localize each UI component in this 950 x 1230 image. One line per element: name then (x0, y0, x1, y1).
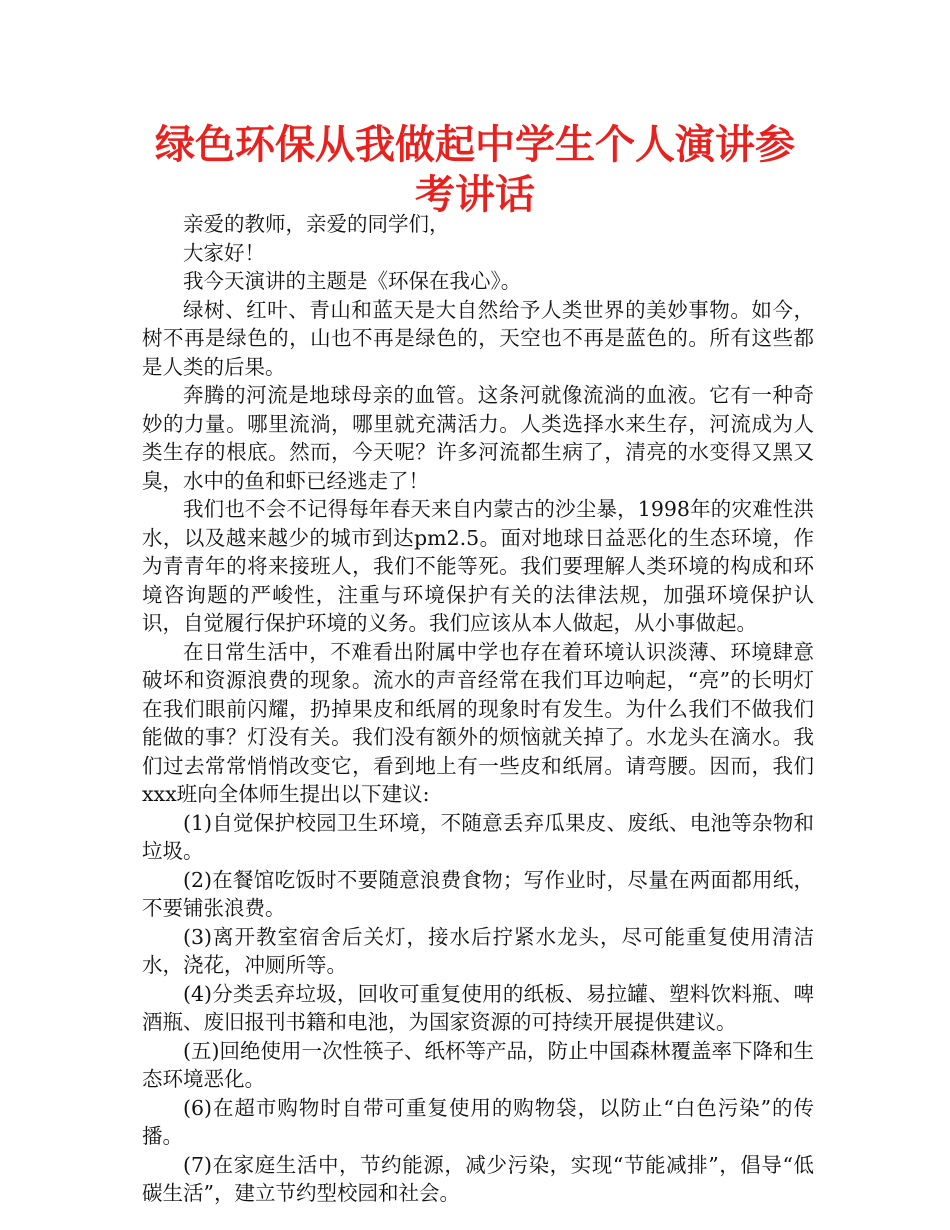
paragraph-nature: 绿树、红叶、青山和蓝天是大自然给予人类世界的美妙事物。如今，树不再是绿色的，山也不再是绿色的，天空也不再是蓝色的。所有这些都是人类的后果。 (142, 297, 814, 379)
document-title: 绿色环保从我做起中学生个人演讲参考讲话 (155, 122, 795, 218)
suggestion-item-4: (4)分类丢弃垃圾，回收可重复使用的纸板、易拉罐、塑料饮料瓶、啤酒瓶、废旧报刊书籍和电池，为国家资源的可持续开展提供建议。 (142, 981, 814, 1034)
suggestion-item-6: (6)在超市购物时自带可重复使用的购物袋，以防止“白色污染”的传播。 (142, 1095, 814, 1148)
paragraph-daily-life: 在日常生活中，不难看出附属中学也存在着环境认识淡薄、环境肆意破坏和资源浪费的现象。流水的声音经常在我们耳边响起，“亮”的长明灯在我们眼前闪耀，扔掉果皮和纸屑的现象时有发生。为什么我们不做我们能做的事？灯没有关。我们没有额外的烦恼就关掉了。水龙头在滴水。我们过去常常悄悄改变它，看到地上有一些皮和纸屑。请弯腰。因而，我们xxx班向全体师生提出以下建议: (142, 639, 814, 806)
paragraph-sandstorm: 我们也不会不记得每年春天来自内蒙古的沙尘暴，1998年的灾难性洪水，以及越来越少的城市到达pm2.5。面对地球日益恶化的生态环境，作为青青年的将来接班人，我们不能等死。我们要理解人类环境的构成和环境咨询题的严峻性，注重与环境保护有关的法律法规，加强环境保护认识，自觉履行保护环境的义务。我们应该从本人做起，从小事做起。 (142, 497, 814, 635)
document-body (142, 210, 814, 1208)
suggestion-item-7: (7)在家庭生活中，节约能源，减少污染，实现“节能减排”，倡导“低碳生活”，建立节约型校园和社会。 (142, 1152, 814, 1205)
suggestion-item-3: (3)离开教室宿舍后关灯，接水后拧紧水龙头，尽可能重复使用清洁水，浇花，冲厕所等。 (142, 924, 814, 977)
suggestion-item-2: (2)在餐馆吃饭时不要随意浪费食物；写作业时，尽量在两面都用纸，不要铺张浪费。 (142, 867, 814, 920)
paragraph-hello: 大家好！ (183, 240, 265, 265)
paragraph-topic: 我今天演讲的主题是《环保在我心》。 (183, 269, 522, 293)
paragraph-greeting: 亲爱的教师，亲爱的同学们， (183, 212, 450, 236)
paragraph-rivers: 奔腾的河流是地球母亲的血管。这条河就像流淌的血液。它有一种奇妙的力量。哪里流淌，哪里就充满活力。人类选择水来生存，河流成为人类生存的根底。然而，今天呢？许多河流都生病了，清亮的水变得又黑又臭，水中的鱼和虾已经逃走了！ (142, 383, 814, 493)
suggestion-item-1: (1)自觉保护校园卫生环境，不随意丢弃瓜果皮、废纸、电池等杂物和垃圾。 (142, 810, 814, 863)
suggestion-item-5: (五)回绝使用一次性筷子、纸杯等产品，防止中国森林覆盖率下降和生态环境恶化。 (142, 1038, 814, 1091)
